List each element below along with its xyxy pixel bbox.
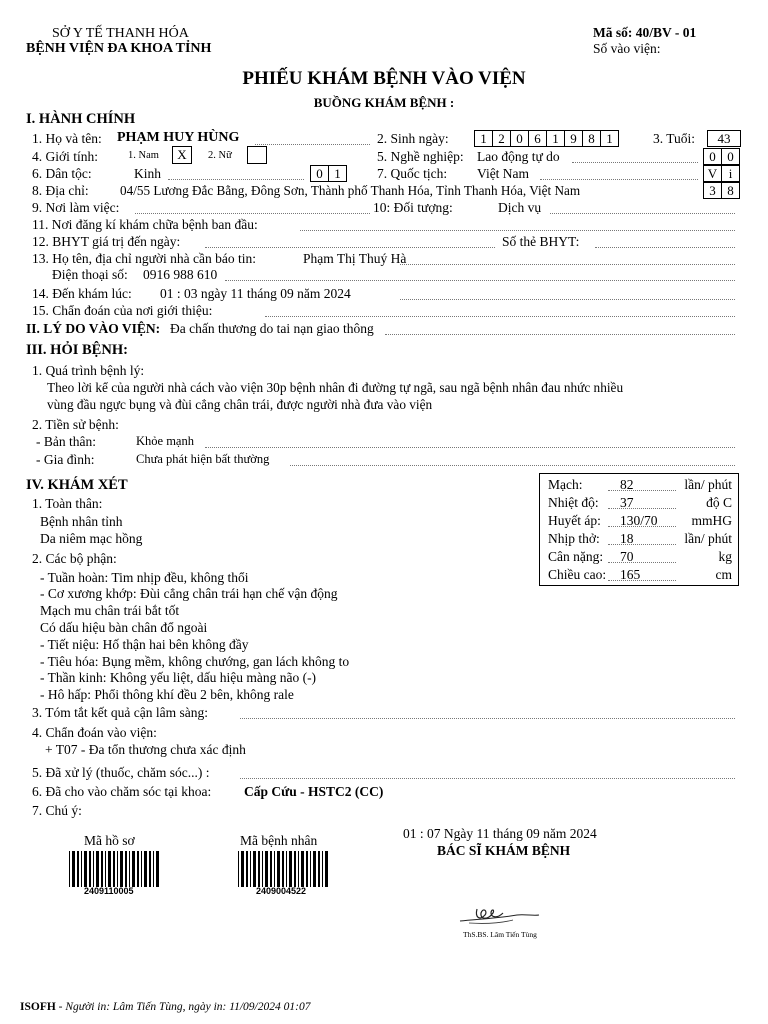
general-label: 1. Toàn thân: <box>32 496 103 511</box>
dotted-line <box>400 264 735 265</box>
dotted-line <box>168 179 304 180</box>
code-digit: 8 <box>727 183 734 198</box>
process-label: 1. Quá trình bệnh lý: <box>32 363 145 378</box>
department-value: Cấp Cứu - HSTC2 (CC) <box>244 784 384 799</box>
vital-unit: lần/ phút <box>684 531 732 546</box>
dotted-line <box>225 280 735 281</box>
dotted-line <box>608 562 676 563</box>
phone-label: Điện thoại số: <box>52 267 128 282</box>
self-history-value: Khỏe mạnh <box>136 434 194 448</box>
vital-unit: cm <box>715 567 732 582</box>
relative-label: 13. Họ tên, địa chỉ người nhà cần báo tin: <box>32 251 257 266</box>
treatment-label: 5. Đã xử lý (thuốc, chăm sóc...) : <box>32 765 210 780</box>
admission-diagnosis-label: 4. Chẩn đoán vào viện: <box>32 725 157 740</box>
dotted-line <box>205 447 735 448</box>
footer-print-info: - Người in: Lâm Tiến Tùng, ngày in: 11/09/2024 01:07 <box>55 1001 311 1013</box>
vital-value: 70 <box>620 549 634 564</box>
gender-label: 4. Giới tính: <box>32 149 99 164</box>
dotted-line <box>300 230 735 231</box>
family-history-label: - Gia đình: <box>36 452 95 467</box>
male-option-label: 1. Nam <box>128 150 159 161</box>
dotted-line <box>265 316 735 317</box>
section-exam-heading: IV. KHÁM XÉT <box>26 477 128 493</box>
section-history-heading: III. HỎI BỆNH: <box>26 342 128 358</box>
exam-part-line: - Tiết niệu: Hố thận hai bên không đầy <box>40 637 249 652</box>
object-label: 10: Đối tượng: <box>373 200 453 215</box>
summary-label: 3. Tóm tắt kết quả cận lâm sàng: <box>32 705 208 720</box>
vital-label: Chiều cao: <box>548 567 607 582</box>
dotted-line <box>290 465 735 466</box>
vital-value: 82 <box>620 477 634 492</box>
age-label: 3. Tuổi: <box>653 131 696 146</box>
section-reason-heading: II. LÝ DO VÀO VIỆN: <box>26 321 161 336</box>
vital-value: 165 <box>620 567 641 582</box>
job-value: Lao động tự do <box>477 149 560 164</box>
workplace-label: 9. Nơi làm việc: <box>32 200 120 215</box>
dotted-line <box>608 490 676 491</box>
record-code-label: Mã hồ sơ <box>84 833 135 848</box>
doctor-name: ThS.BS. Lâm Tiến Tùng <box>463 930 537 939</box>
dotted-line <box>550 213 735 214</box>
vital-label: Nhiệt độ: <box>548 495 599 510</box>
bhyt-valid-label: 12. BHYT giá trị đến ngày: <box>32 234 181 249</box>
org-name: SỞ Y TẾ THANH HÓA <box>52 26 189 41</box>
dotted-line <box>385 334 735 335</box>
vitals-panel <box>539 473 739 586</box>
dotted-line <box>608 508 676 509</box>
patient-name: PHẠM HUY HÙNG <box>117 130 240 145</box>
exam-part-line: - Cơ xương khớp: Đùi cẳng chân trái hạn chế vận động <box>40 586 338 601</box>
vital-unit: độ C <box>706 495 732 510</box>
dotted-line <box>400 299 735 300</box>
female-checkbox[interactable] <box>247 146 267 164</box>
object-value: Dịch vụ <box>498 200 542 215</box>
reason-text: Đa chấn thương do tai nạn giao thông <box>170 321 374 336</box>
arrival-label: 14. Đến khám lúc: <box>32 286 132 301</box>
footer-brand: ISOFH <box>20 1001 56 1013</box>
code-digit: 6 <box>529 131 547 146</box>
vital-unit: lần/ phút <box>684 477 732 492</box>
dotted-line <box>540 179 698 180</box>
address-value: 04/55 Lương Đắc Bằng, Đông Sơn, Thành phố Thanh Hóa, Tỉnh Thanh Hóa, Việt Nam <box>120 183 581 198</box>
section-admin-heading: I. HÀNH CHÍNH <box>26 111 136 127</box>
patient-barcode <box>238 851 330 887</box>
patient-code-number: 2409004522 <box>256 886 307 896</box>
ethnic-label: 6. Dân tộc: <box>32 166 92 181</box>
code-digit: 2 <box>493 131 511 146</box>
admission-number-label: Số vào viện: <box>593 41 661 56</box>
dotted-line <box>572 162 698 163</box>
dotted-line <box>608 526 676 527</box>
vital-label: Nhịp thở: <box>548 531 600 546</box>
vital-value: 130/70 <box>620 513 658 528</box>
general-line2: Da niêm mạc hồng <box>40 531 143 546</box>
relative-value: Phạm Thị Thuý Hà <box>303 251 407 266</box>
dob-box <box>474 130 619 147</box>
phone-value: 0916 988 610 <box>143 267 218 282</box>
code-digit: 9 <box>565 131 583 146</box>
dotted-line <box>205 247 495 248</box>
dotted-line <box>240 778 735 779</box>
exam-part-line: - Tuần hoàn: Tim nhịp đều, không thổi <box>40 570 249 585</box>
nationality-label: 7. Quốc tịch: <box>377 166 448 181</box>
nationality-code-box <box>703 165 740 182</box>
page-subtitle: BUỒNG KHÁM BỆNH : <box>313 95 455 110</box>
process-text-line1: Theo lời kể của người nhà cách vào viện 30p bệnh nhân đi đường tự ngã, sau ngã bệnh nhân đau nhức nhiều <box>47 380 624 395</box>
job-label: 5. Nghề nghiệp: <box>377 149 464 164</box>
hospital-name: BỆNH VIỆN ĐA KHOA TỈNH <box>26 41 212 56</box>
code-digit: 3 <box>704 183 722 198</box>
family-history-value: Chưa phát hiện bất thường <box>136 452 270 466</box>
code-digit: 1 <box>547 131 565 146</box>
job-code-box <box>703 148 740 165</box>
code-digit: 8 <box>583 131 601 146</box>
page-title: PHIẾU KHÁM BỆNH VÀO VIỆN <box>242 68 526 89</box>
patient-code-label: Mã bệnh nhân <box>240 833 318 848</box>
note-label: 7. Chú ý: <box>32 803 82 818</box>
vital-label: Huyết áp: <box>548 513 601 528</box>
dotted-line <box>240 718 735 719</box>
male-checkbox[interactable]: X <box>172 146 192 164</box>
ethnic-value: Kinh <box>134 166 161 181</box>
doctor-signature <box>455 893 545 933</box>
code-digit: i <box>728 166 733 181</box>
exam-part-line: - Thần kinh: Không yếu liệt, dấu hiệu màng não (-) <box>40 670 317 685</box>
record-barcode <box>69 851 161 887</box>
bhyt-card-label: Số thẻ BHYT: <box>502 234 580 249</box>
nationality-value: Việt Nam <box>477 166 530 181</box>
vital-unit: mmHG <box>691 513 732 528</box>
female-option-label: 2. Nữ <box>208 150 232 161</box>
vital-value: 37 <box>620 495 634 510</box>
department-label: 6. Đã cho vào chăm sóc tại khoa: <box>32 784 212 799</box>
exam-part-line: - Tiêu hóa: Bụng mềm, không chướng, gan lách không to <box>40 654 350 669</box>
code-digit: 0 <box>311 166 329 181</box>
parts-label: 2. Các bộ phận: <box>32 551 117 566</box>
sign-title: BÁC SĨ KHÁM BỆNH <box>437 843 571 858</box>
sign-datetime: 01 : 07 Ngày 11 tháng 09 năm 2024 <box>403 826 597 841</box>
footer <box>20 1000 310 1015</box>
past-history-label: 2. Tiền sử bệnh: <box>32 417 119 432</box>
code-digit: 1 <box>334 166 341 181</box>
ethnic-code-box <box>310 165 347 182</box>
general-line1: Bệnh nhân tỉnh <box>40 514 123 529</box>
age-box <box>707 130 741 147</box>
address-label: 8. Địa chỉ: <box>32 183 89 198</box>
name-label: 1. Họ và tên: <box>32 131 102 146</box>
arrival-value: 01 : 03 ngày 11 tháng 09 năm 2024 <box>160 286 351 301</box>
registration-place-label: 11. Nơi đăng kí khám chữa bệnh ban đầu: <box>32 217 258 232</box>
dotted-line <box>255 144 370 145</box>
dotted-line <box>135 213 370 214</box>
record-code-number: 2409110005 <box>84 886 134 896</box>
dotted-line <box>608 544 676 545</box>
dotted-line <box>595 247 735 248</box>
exam-part-line: Mạch mu chân trái bắt tốt <box>40 603 180 618</box>
code-digit: 0 <box>704 149 722 164</box>
dotted-line <box>608 580 676 581</box>
exam-part-line: Có dấu hiệu bàn chân đổ ngoài <box>40 620 208 635</box>
age-value: 43 <box>717 131 731 146</box>
address-code-box <box>703 182 740 199</box>
vital-label: Cân nặng: <box>548 549 604 564</box>
form-code: Mã số: 40/BV - 01 <box>593 25 697 40</box>
code-digit: 1 <box>475 131 493 146</box>
vital-value: 18 <box>620 531 634 546</box>
admission-diagnosis-value: + T07 - Đa tổn thương chưa xác định <box>45 742 246 757</box>
code-digit: 0 <box>511 131 529 146</box>
code-digit: 0 <box>727 149 734 164</box>
exam-part-line: - Hô hấp: Phổi thông khí đều 2 bên, không rale <box>40 687 294 702</box>
code-digit: V <box>704 166 722 181</box>
self-history-label: - Bản thân: <box>36 434 96 449</box>
code-digit: 1 <box>606 131 613 146</box>
vital-label: Mạch: <box>548 477 583 492</box>
process-text-line2: vùng đầu ngực bụng và đùi cẳng chân trái, được người nhà đưa vào viện <box>47 397 433 412</box>
referral-diagnosis-label: 15. Chẩn đoán của nơi giới thiệu: <box>32 303 213 318</box>
dob-label: 2. Sinh ngày: <box>377 131 449 146</box>
vital-unit: kg <box>718 549 732 564</box>
